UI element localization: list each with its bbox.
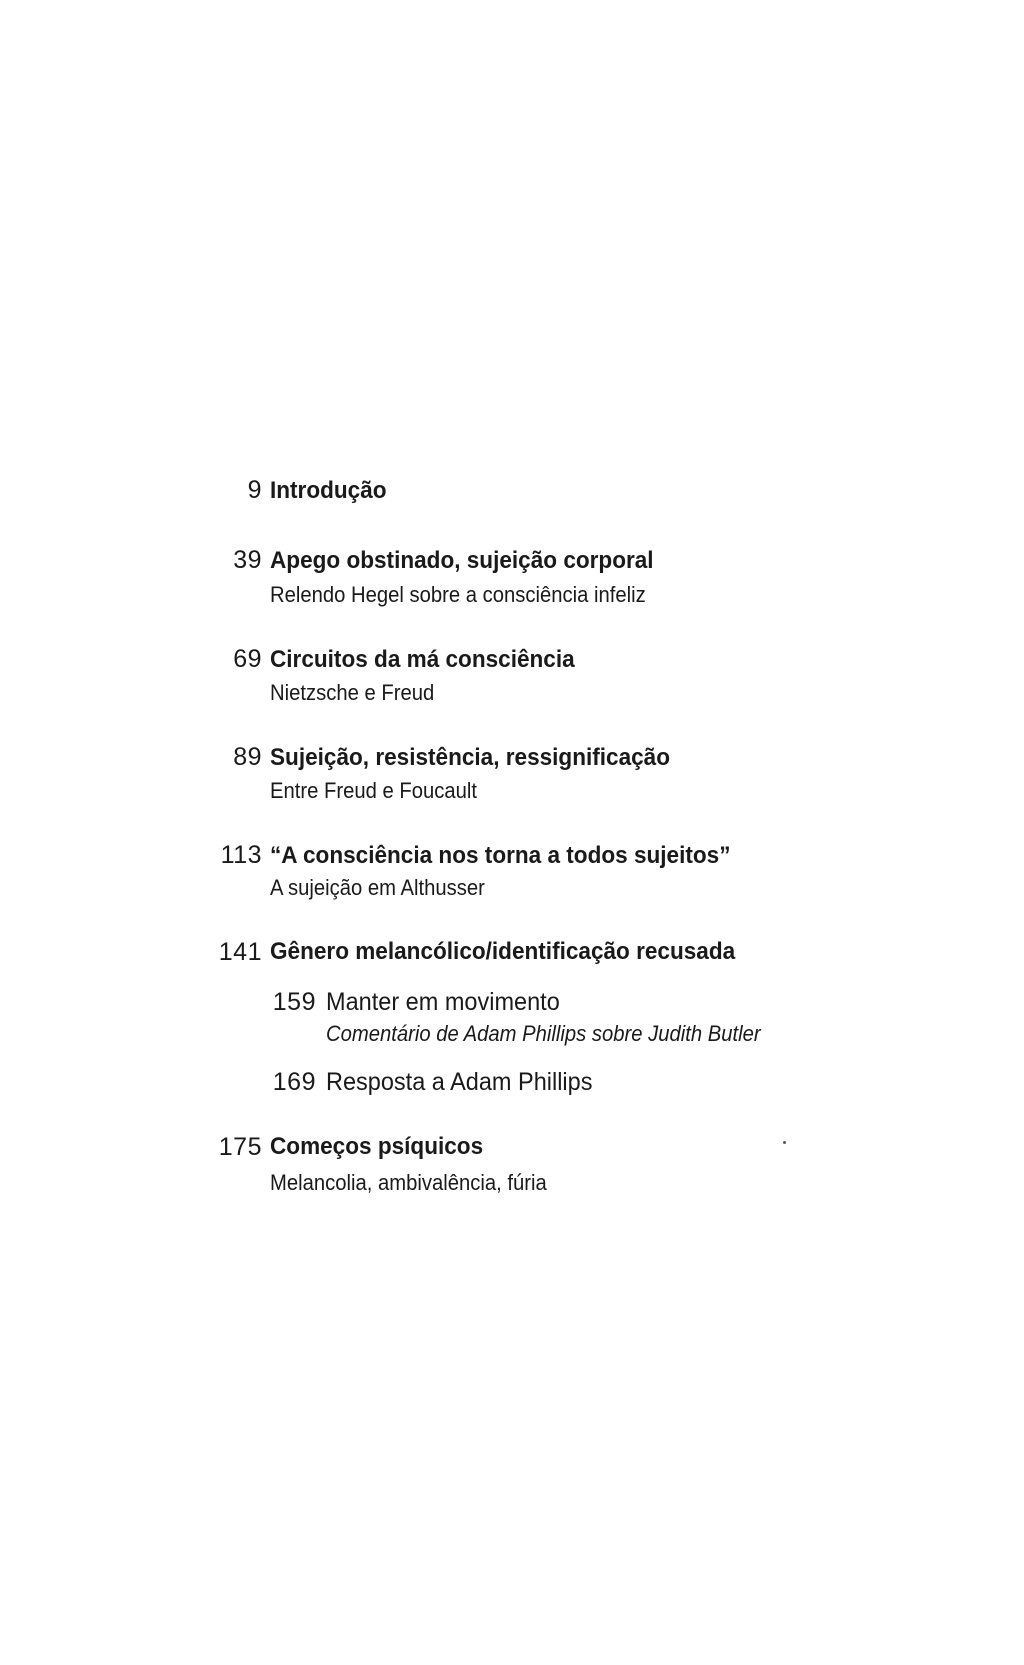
chapter-subtitle: Melancolia, ambivalência, fúria	[270, 1170, 547, 1195]
chapter-subtitle: Comentário de Adam Phillips sobre Judith Butler	[326, 1021, 761, 1046]
chapter-subtitle: Entre Freud e Foucault	[270, 778, 478, 803]
chapter-title: Sujeição, resistência, ressignificação	[270, 744, 671, 771]
chapter-title: Circuitos da má consciência	[270, 646, 575, 673]
chapter-title: Introdução	[270, 477, 387, 504]
chapter-title: Começos psíquicos	[270, 1133, 484, 1160]
page-number: 141	[218, 938, 262, 966]
page-number: 175	[218, 1133, 262, 1161]
chapter-subtitle: A sujeição em Althusser	[270, 875, 485, 900]
page-number: 39	[233, 546, 262, 574]
chapter-title: “A consciência nos torna a todos sujeitos”	[270, 842, 731, 869]
page-number: 89	[233, 743, 262, 771]
page-number: 69	[233, 645, 262, 673]
chapter-subtitle: Nietzsche e Freud	[270, 680, 435, 705]
page-number: 169	[272, 1068, 316, 1096]
chapter-title: Resposta a Adam Phillips	[326, 1068, 593, 1096]
chapter-subtitle: Relendo Hegel sobre a consciência infeliz	[270, 582, 646, 607]
print-speck	[783, 1141, 786, 1144]
chapter-title: Gênero melancólico/identificação recusada	[270, 938, 736, 965]
chapter-title: Manter em movimento	[326, 988, 560, 1016]
page-number: 113	[220, 841, 262, 869]
page-number: 159	[272, 988, 316, 1016]
page-number: 9	[247, 476, 262, 504]
chapter-title: Apego obstinado, sujeição corporal	[270, 547, 654, 574]
